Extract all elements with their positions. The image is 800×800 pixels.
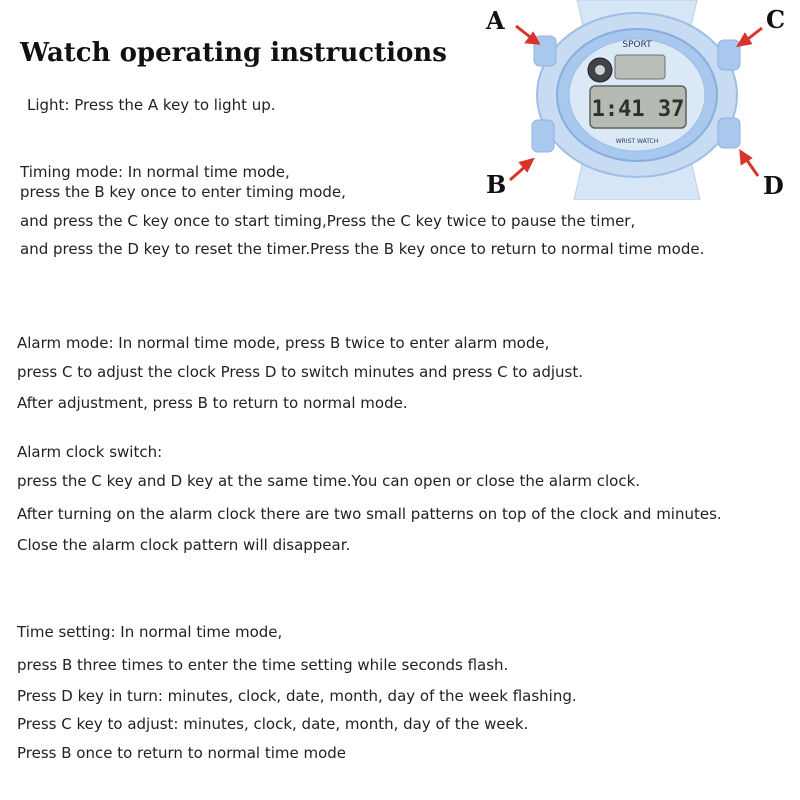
alarm-mode-line-2: press C to adjust the clock Press D to switch minutes and press C to adjust. [17, 363, 584, 381]
watch-display-time: 1:41 37 [591, 97, 685, 122]
watch-brand: SPORT [622, 40, 652, 50]
alarm-mode-line-1: Alarm mode: In normal time mode, press B twice to enter alarm mode, [17, 334, 550, 352]
time-setting-line-2: press B three times to enter the time setting while seconds flash. [17, 656, 509, 674]
arrow-d [741, 152, 758, 176]
alarm-switch-line-1: Alarm clock switch: [17, 443, 163, 461]
button-a-label: A [486, 6, 505, 35]
timing-line-2: press the B key once to enter timing mode, [20, 183, 346, 201]
timing-line-1: Timing mode: In normal time mode, [20, 163, 290, 181]
alarm-switch-line-2: press the C key and D key at the same time.You can open or close the alarm clock. [17, 472, 641, 490]
alarm-switch-line-4: Close the alarm clock pattern will disappear. [17, 536, 351, 554]
watch-illustration [482, 0, 792, 200]
watch-lcd-top [615, 55, 665, 79]
time-setting-line-4: Press C key to adjust: minutes, clock, date, month, day of the week. [17, 715, 529, 733]
alarm-switch-line-3: After turning on the alarm clock there are two small patterns on top of the clock and minutes. [17, 505, 722, 523]
page-title: Watch operating instructions [20, 38, 447, 68]
button-c-label: C [766, 5, 786, 34]
arrow-a [516, 26, 538, 43]
watch-bottom-text: WRIST WATCH [615, 138, 659, 145]
button-d-shape [718, 118, 740, 148]
button-d-label: D [763, 171, 784, 200]
arrow-b [510, 160, 532, 180]
time-setting-line-1: Time setting: In normal time mode, [17, 623, 283, 641]
arrow-c [739, 28, 762, 45]
timing-line-4: and press the D key to reset the timer.Press the B key once to return to normal time mode. [20, 240, 705, 258]
button-b-label: B [486, 170, 507, 199]
time-setting-line-3: Press D key in turn: minutes, clock, date, month, day of the week flashing. [17, 687, 577, 705]
button-b-shape [532, 120, 554, 152]
timing-line-3: and press the C key once to start timing,Press the C key twice to pause the timer, [20, 212, 636, 230]
time-setting-line-5: Press B once to return to normal time mode [17, 744, 347, 762]
light-instruction: Light: Press the A key to light up. [27, 96, 276, 114]
alarm-mode-line-3: After adjustment, press B to return to normal mode. [17, 394, 408, 412]
button-c-shape [718, 40, 740, 70]
